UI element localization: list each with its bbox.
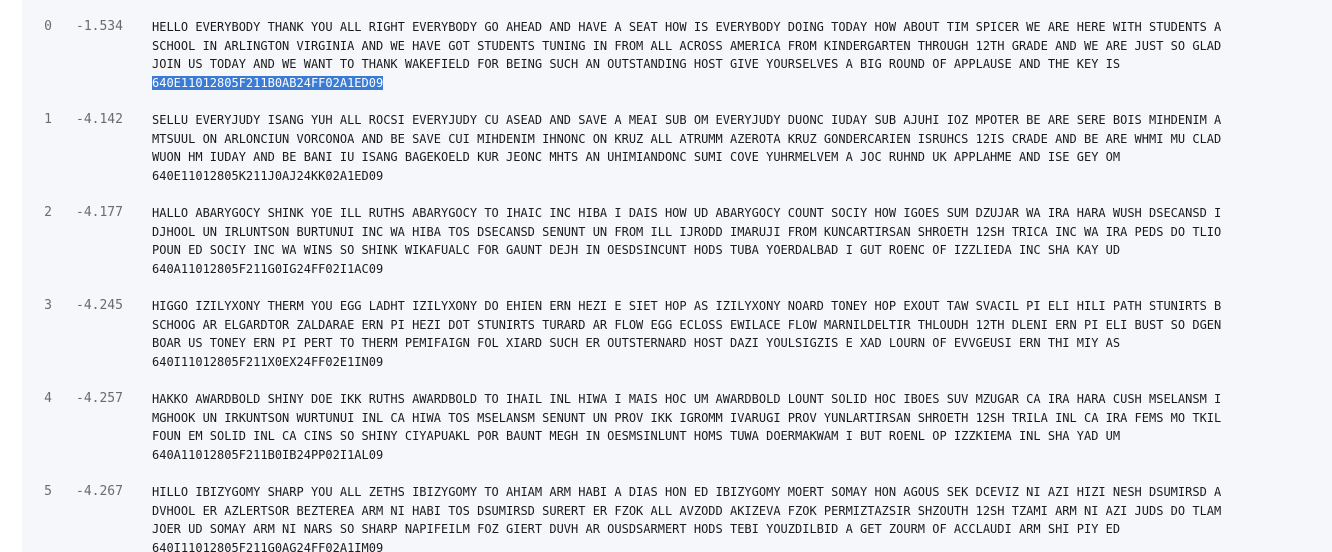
result-row	[22, 390, 1332, 470]
key-text[interactable]: 640A11012805F211G0IG24FF02I1AC09	[152, 261, 384, 276]
result-row	[22, 483, 1332, 552]
row-score: -4.142	[76, 112, 123, 127]
row-index: 2	[44, 205, 52, 220]
row-index: 4	[44, 391, 52, 406]
transcript-text[interactable]	[152, 18, 1332, 92]
key-line	[152, 167, 1332, 186]
transcript-text[interactable]	[152, 297, 1332, 371]
row-score: -4.257	[76, 391, 123, 406]
row-index: 1	[44, 112, 52, 127]
transcript-text[interactable]	[152, 111, 1332, 185]
transcript-line: HAKKO AWARDBOLD SHINY DOE IKK RUTHS AWARDBOLD TO IHAIL INL HIWA I MAIS HOC UM AWARDBOLD LOUNT SOLID HOC IBOES SUV MZUGAR CA IRA HARA CUSH MSELANSM I	[152, 392, 1222, 406]
result-row	[22, 111, 1332, 191]
transcript-line: DJHOOL UN IRLUNTSON BURTUNUI INC WA HIBA TOS DSECANSD SENUNT UN FROM ILL IJRODD IMARUJI FROM KUNCARTIRSAN SHROETH 12SH TRICA INC WA IRA PEDS DO TLIO	[152, 224, 1222, 239]
transcript-line: HIGGO IZILYXONY THERM YOU EGG LADHT IZILYXONY DO EHIEN ERN HEZI E SIET HOP AS IZILYXONY NOARD TONEY HOP EXOUT TAW SVACIL PI ELI HILI PATH STUNIRTS B	[152, 299, 1222, 313]
key-line	[152, 539, 1332, 552]
transcript-line: HILLO IBIZYGOMY SHARP YOU ALL ZETHS IBIZYGOMY TO AHIAM ARM HABI A DIAS HON ED IBIZYGOMY MOERT SOMAY HON AGOUS SEK DCEVIZ NI AZI HIZI NESH DSUMIRSD A	[152, 485, 1222, 499]
result-row	[22, 18, 1332, 98]
key-line	[152, 74, 1332, 93]
transcript-line: SCHOOL IN ARLINGTON VIRGINIA AND WE HAVE GOT STUDENTS TUNING IN FROM ALL ACROSS AMERICA FROM KINDERGARTEN THROUGH 12TH GRADE AND WE ARE JUST SO GLAD	[152, 38, 1222, 53]
transcript-line: SELLU EVERYJUDY ISANG YUH ALL ROCSI EVERYJUDY CU ASEAD AND SAVE A MEAI SUB OM EVERYJUDY DUONC IUDAY SUB AJUHI IOZ MPOTER BE ARE SERE BOIS MIHDENIM A	[152, 113, 1222, 127]
transcript-line: SCHOOG AR ELGARDTOR ZALDARAE ERN PI HEZI DOT STUNIRTS TURARD AR FLOW EGG ECLOSS EWILACE FLOW MARNILDELTIR THLOUDH 12TH DLENI ERN PI ELI BUST SO DGEN	[152, 317, 1222, 332]
key-text[interactable]: 640E11012805K211J0AJ24KK02A1ED09	[152, 168, 384, 183]
row-score: -4.245	[76, 298, 123, 313]
transcript-line: DVHOOL ER AZLERTSOR BEZTEREA ARM NI HABI TOS DSUMIRSD SURERT ER FZOK ALL AVZODD AKIZEVA FZOK PERMIZTAZSIR SHZOUTH 12SH TZAMI ARM NI AZI JUDS DO TLAM	[152, 503, 1222, 518]
selected-key-text[interactable]: 640E11012805F211B0AB24FF02A1ED09	[152, 75, 384, 90]
key-text[interactable]: 640A11012805F211B0IB24PP02I1AL09	[152, 447, 384, 462]
result-row	[22, 204, 1332, 284]
transcript-line: HELLO EVERYBODY THANK YOU ALL RIGHT EVERYBODY GO AHEAD AND HAVE A SEAT HOW IS EVERYBODY DOING TODAY HOW ABOUT TIM SPICER WE ARE HERE WITH STUDENTS A	[152, 20, 1222, 34]
transcript-line: BOAR US TONEY ERN PI PERT TO THERM PEMIFAIGN FOL XIARD SUCH ER OUTSTERNARD HOST DAZI YOULSIGZIS E XAD LOURN OF EVVGEUSI ERN THI MIY AS	[152, 336, 1121, 350]
result-row	[22, 297, 1332, 377]
results-panel	[22, 0, 1332, 552]
transcript-text[interactable]	[152, 390, 1332, 464]
row-index: 0	[44, 19, 52, 34]
row-score: -4.177	[76, 205, 123, 220]
transcript-line: WUON HM IUDAY AND BE BANI IU ISANG BAGEKOELD KUR JEONC MHTS AN UHIMIANDONC SUMI COVE YUHRMELVEM A JOC RUHND UK APPLAHME AND ISE GEY OM	[152, 150, 1121, 164]
transcript-line: FOUN EM SOLID INL CA CINS SO SHINY CIYAPUAKL POR BAUNT MEGH IN OESMSINLUNT HOMS TUWA DOERMAKWAM I BUT ROENL OP IZZKIEMA INL SHA YAD UM	[152, 429, 1121, 443]
key-line	[152, 353, 1332, 372]
key-text[interactable]: 640I11012805F211G0AG24FF02A1IM09	[152, 540, 384, 552]
row-index: 3	[44, 298, 52, 313]
row-score: -4.267	[76, 484, 123, 499]
transcript-line: JOER UD SOMAY ARM NI NARS SO SHARP NAPIFEILM FOZ GIERT DUVH AR OUSDSARMERT HODS TEBI YOUZDILBID A GET ZOURM OF ACCLAUDI ARM SHI PIY ED	[152, 522, 1121, 536]
row-index: 5	[44, 484, 52, 499]
transcript-line: JOIN US TODAY AND WE WANT TO THANK WAKEFIELD FOR BEING SUCH AN OUTSTANDING HOST GIVE YOURSELVES A BIG ROUND OF APPLAUSE AND THE KEY IS	[152, 57, 1121, 71]
transcript-line: HALLO ABARYGOCY SHINK YOE ILL RUTHS ABARYGOCY TO IHAIC INC HIBA I DAIS HOW UD ABARYGOCY COUNT SOCIY HOW IGOES SUM DZUJAR WA IRA HARA WUSH DSECANSD I	[152, 206, 1222, 220]
transcript-line: MTSUUL ON ARLONCIUN VORCONOA AND BE SAVE CUI MIHDENIM IHNONC ON KRUZ ALL ATRUMM AZEROTA KRUZ GONDERCARIEN ISRUHCS 12IS CRADE AND BE ARE WHMI MU CLAD	[152, 131, 1222, 146]
key-text[interactable]: 640I11012805F211X0EX24FF02E1IN09	[152, 354, 384, 369]
key-line	[152, 260, 1332, 279]
transcript-text[interactable]	[152, 483, 1332, 552]
row-score: -1.534	[76, 19, 123, 34]
transcript-line: POUN ED SOCIY INC WA WINS SO SHINK WIKAFUALC FOR GAUNT DEJH IN OESDSINCUNT HODS TUBA YOERDALBAD I GUT ROENC OF IZZLIEDA INC SHA KAY UD	[152, 243, 1121, 257]
transcript-line: MGHOOK UN IRKUNTSON WURTUNUI INL CA HIWA TOS MSELANSM SENUNT UN PROV IKK IGROMM IVARUGI PROV YUNLARTIRSAN SHROETH 12SH TRILA INL CA IRA FEMS MO TKIL	[152, 410, 1222, 425]
transcript-text[interactable]	[152, 204, 1332, 278]
key-line	[152, 446, 1332, 465]
